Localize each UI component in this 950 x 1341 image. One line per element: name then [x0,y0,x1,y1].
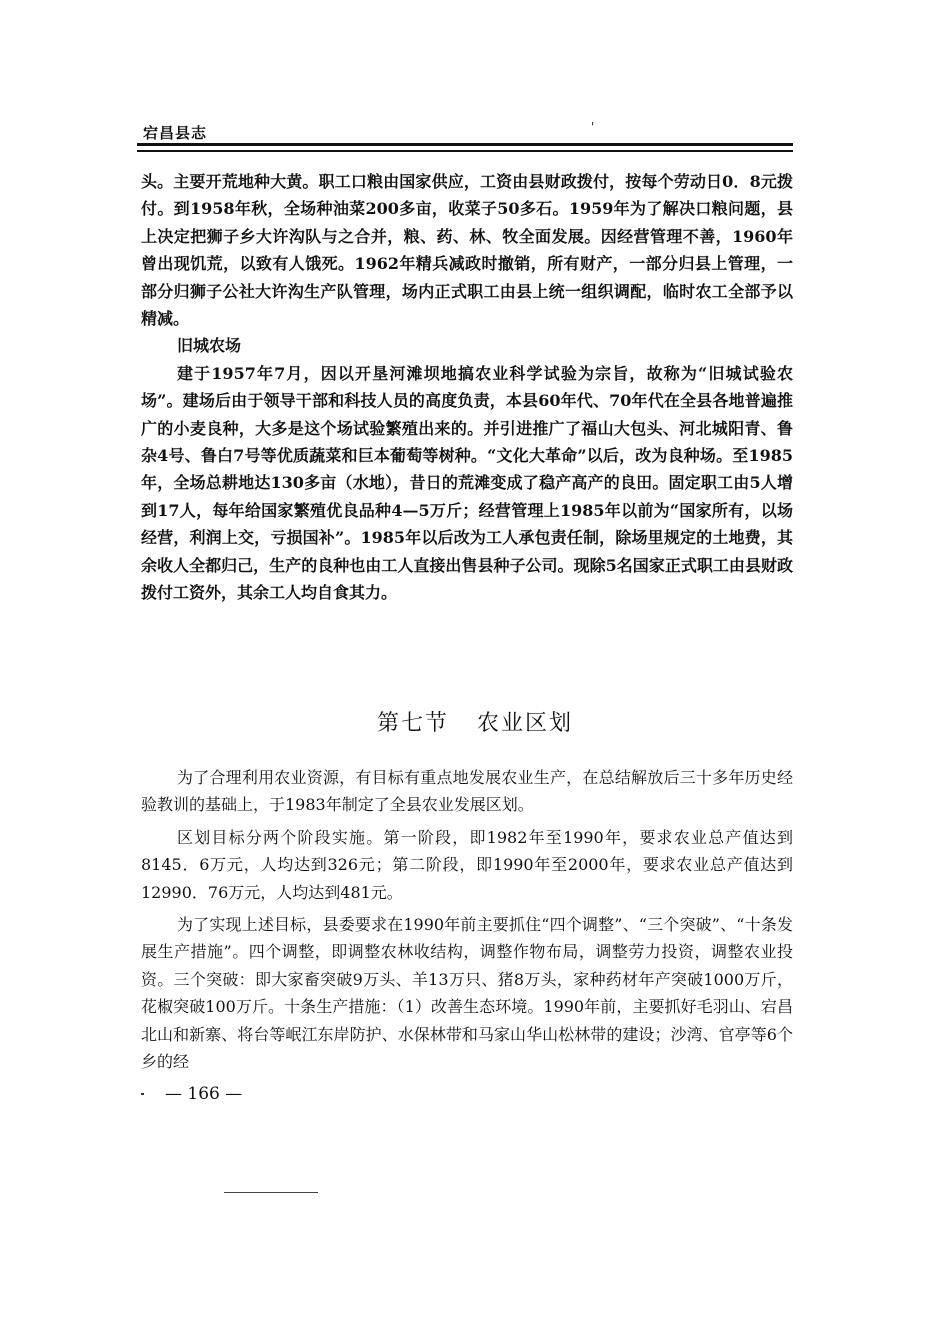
margin-mark [141,1093,144,1095]
section-number: 第七节 [376,711,449,736]
paragraph-measures: 为了实现上述目标，县委要求在1990年前主要抓住“四个调整”、“三个突破”、“十条发展生产措施”。四个调整，即调整农林收结构，调整作物布局，调整劳力投资，调整农业投资。三个突破：即大家畜突破9万头、羊13万只、猪8万头，家种药材年产突破1000万斤，花椒突破100万斤。十条生产措施：（1）改善生态环境。1990年前，主要抓好毛羽山、宕昌北山和新寨、将台等岷江东岸防护、水保林带和马家山华山松林带的建设；沙湾、官亭等6个乡的经 [141,915,793,1072]
paragraph-farm-history: 头。主要开荒地种大黄。职工口粮由国家供应，工资由县财政拨付，按每个劳动日0．8元拨付。到1958年秋，全场种油菜200多亩，收菜子50多石。1959年为了解决口粮问题，县上决定把狮子乡大许沟队与之合并，粮、药、林、牧全面发展。因经营管理不善，1960年曾出现饥荒，以致有人饿死。1962年精兵减政时撤销，所有财产，一部分归县上管理，一部分归狮子公社大许沟生产队管理，场内正式职工由县上统一组织调配，临时农工全部予以精减。 [141,172,793,329]
body-section [141,764,793,1075]
paragraph-targets: 区划目标分两个阶段实施。第一阶段，即1982年至1990年，要求农业总产值达到8145．6万元，人均达到326元；第二阶段，即1990年至2000年，要求农业总产值达到12990．76万元，人均达到481元。 [141,827,793,902]
running-title: 宕昌县志 [143,124,208,142]
subheading-old-city-farm: 旧城农场 [177,336,242,356]
page-number: — 166 — [165,1084,243,1104]
bottom-scan-line [224,1192,318,1193]
header-rule-thick [137,143,793,146]
header-rule-thin [137,150,793,152]
section-title: 农业区划 [477,711,574,736]
header-mark: ' [591,120,595,134]
paragraph-intro: 为了合理利用农业资源，有目标有重点地发展农业生产，在总结解放后三十多年历史经验教训的基础上，于1983年制定了全县农业发展区划。 [141,768,793,815]
paragraph-old-city-farm: 建于1957年7月，因以开垦河滩坝地搞农业科学试验为宗旨，故称为“旧城试验农场”。建场后由于领导干部和科技人员的高度负责，本县60年代、70年代在全县各地普遍推广的小麦良种，大多是这个场试验繁殖出来的。并引进推广了福山大包头、河北城阳青、鲁杂4号、鲁白7号等优质蔬菜和巨本葡萄等树种。“文化大革命”以后，改为良种场。至1985年，全场总耕地达130多亩（水地），昔日的荒滩变成了稳产高产的良田。固定职工由5人增到17人，每年给国家繁殖优良品种4—5万斤；经营管理上1985年以前为“国家所有，以场经营，利润上交，亏损国补”。1985年以后改为工人承包责任制，除场里规定的土地费，其余收人全都归己，生产的良种也由工人直接出售县种子公司。现除5名国家正式职工由县财政拨付工资外，其余工人均自食其力。 [141,363,793,603]
top-section [141,168,793,607]
section-heading [0,706,950,737]
